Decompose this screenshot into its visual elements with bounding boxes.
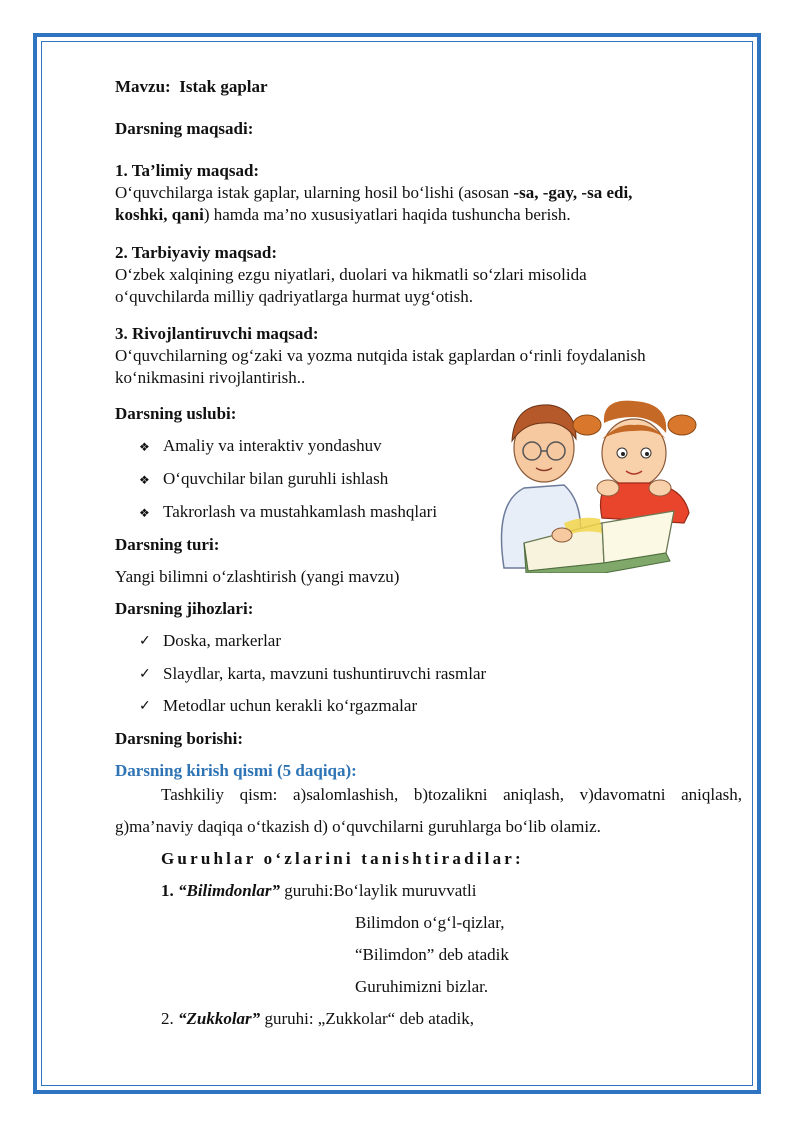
checkmark-icon: ✓ bbox=[139, 634, 151, 649]
goal-2-title: 2. Tarbiyaviy maqsad: bbox=[115, 243, 278, 262]
group-1-line bbox=[161, 880, 476, 902]
goal-1-line2 bbox=[115, 204, 571, 226]
intro-line-2: g)ma’naviy daqiqa o‘tkazish d) o‘quvchilarni guruhlarga bo‘lib olamiz. bbox=[115, 817, 601, 836]
method-item: O‘quvchilar bilan guruhli ishlash bbox=[163, 469, 389, 488]
girl-pigtail-right bbox=[668, 415, 696, 435]
topic-title: Istak gaplar bbox=[179, 77, 268, 96]
checkmark-icon: ✓ bbox=[139, 667, 151, 682]
equipment-item: Doska, markerlar bbox=[163, 631, 282, 650]
group-2-name: “Zukkolar” bbox=[178, 1009, 261, 1028]
boy-hand bbox=[552, 528, 572, 542]
diamond-bullet-icon: ❖ bbox=[139, 440, 150, 454]
goal-1-text: O‘quvchilarga istak gaplar, ularning hosil bo‘lishi (asosan bbox=[115, 183, 514, 202]
group-2-number: 2. bbox=[161, 1009, 174, 1028]
equipment-item: Metodlar uchun kerakli ko‘rgazmalar bbox=[163, 696, 418, 715]
group-1-number: 1. bbox=[161, 881, 174, 900]
type-heading: Darsning turi: bbox=[115, 535, 220, 554]
intro-line-1: Tashkiliy qism: a)salomlashish, b)tozalikni aniqlash, v)davomatni aniqlash, bbox=[161, 785, 742, 804]
group-1-name: “Bilimdonlar” bbox=[178, 881, 281, 900]
group-1-poem-line: Bo‘laylik muruvvatli bbox=[333, 881, 477, 900]
equipment-heading: Darsning jihozlari: bbox=[115, 599, 254, 618]
method-item: Takrorlash va mustahkamlash mashqlari bbox=[163, 502, 438, 521]
girl-hand bbox=[597, 480, 619, 496]
goal-3-title: 3. Rivojlantiruvchi maqsad: bbox=[115, 324, 319, 343]
group-1-label: guruhi: bbox=[280, 881, 334, 900]
goal-1-text-end: ) hamda ma’no xususiyatlari haqida tushuncha berish. bbox=[203, 205, 571, 224]
intro-heading: Darsning kirish qismi (5 daqiqa): bbox=[115, 761, 357, 780]
checkmark-icon: ✓ bbox=[139, 699, 151, 714]
diamond-bullet-icon: ❖ bbox=[139, 473, 150, 487]
girl-hand bbox=[649, 480, 671, 496]
groups-heading: Guruhlar o‘zlarini tanishtiradilar: bbox=[161, 849, 524, 868]
goal-1-suffixes: -sa, -gay, -sa edi, bbox=[513, 183, 633, 202]
goal-1-line1 bbox=[115, 182, 632, 204]
goal-2-line2: o‘quvchilarda milliy qadriyatlarga hurmat uyg‘otish. bbox=[115, 287, 474, 306]
group-1-poem-line: Bilimdon o‘g‘l-qizlar, bbox=[355, 913, 505, 932]
diamond-bullet-icon: ❖ bbox=[139, 506, 150, 520]
group-1-poem-line: “Bilimdon” deb atadik bbox=[355, 945, 509, 964]
topic-line bbox=[115, 76, 268, 98]
girl-pigtail-left bbox=[573, 415, 601, 435]
group-1-poem-line: Guruhimizni bizlar. bbox=[355, 977, 489, 996]
method-heading: Darsning uslubi: bbox=[115, 404, 237, 423]
goal-3-line1: O‘quvchilarning og‘zaki va yozma nutqida istak gaplardan o‘rinli foydalanish bbox=[115, 346, 646, 365]
goal-heading: Darsning maqsadi: bbox=[115, 119, 254, 138]
group-2-label: guruhi: „Zukkolar“ deb atadik, bbox=[260, 1009, 475, 1028]
type-text: Yangi bilimni o‘zlashtirish (yangi mavzu) bbox=[115, 567, 400, 586]
goal-1-title: 1. Ta’limiy maqsad: bbox=[115, 161, 260, 180]
equipment-item: Slaydlar, karta, mavzuni tushuntiruvchi rasmlar bbox=[163, 664, 487, 683]
progress-heading: Darsning borishi: bbox=[115, 729, 243, 748]
goal-3-line2: ko‘nikmasini rivojlantirish.. bbox=[115, 368, 306, 387]
goal-1-particles: koshki, qani bbox=[115, 205, 204, 224]
girl-pupil bbox=[621, 452, 625, 456]
group-2-line bbox=[161, 1008, 474, 1030]
method-item: Amaliy va interaktiv yondashuv bbox=[163, 436, 382, 455]
goal-2-line1: O‘zbek xalqining ezgu niyatlari, duolari va hikmatli so‘zlari misolida bbox=[115, 265, 587, 284]
children-reading-illustration bbox=[484, 393, 706, 573]
girl-pupil bbox=[645, 452, 649, 456]
topic-label: Mavzu: bbox=[115, 77, 171, 96]
